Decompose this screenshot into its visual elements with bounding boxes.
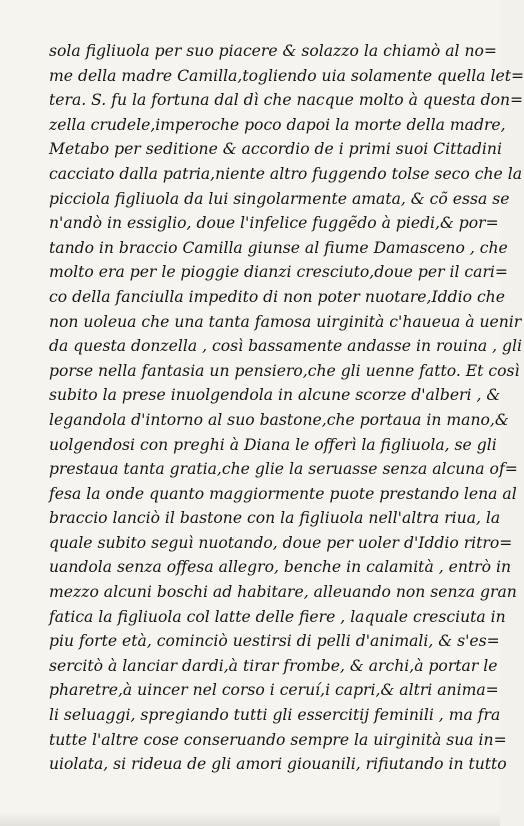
text-line-28: li seluaggi, spregiando tutti gli essercitij feminili , ma fra [49, 706, 501, 725]
text-line-27: pharetre,à uincer nel corso i ceruí,i capri,& altri anima= [49, 681, 499, 700]
text-line-11: co della fanciulla impedito di non poter nuotare,Iddio che [49, 287, 505, 306]
text-line-4: zella crudele,imperoche poco dapoi la morte della madre, [49, 115, 506, 134]
text-line-2: me della madre Camilla,togliendo uia solamente quella let= [49, 66, 524, 85]
text-line-26: sercitò à lanciar dardi,à tirar frombe, & archi,à portar le [49, 656, 498, 675]
text-line-19: fesa la onde quanto maggiormente puote prestando lena al [49, 484, 517, 503]
text-line-22: uandola senza offesa allegro, benche in calamità , entrò in [49, 558, 511, 577]
text-line-30: uiolata, si rideua de gli amori giouanili, rifiutando in tutto [49, 755, 507, 774]
text-line-17: uolgendosi con preghi à Diana le offerì la figliuola, se gli [49, 435, 497, 454]
text-line-1: sola figliuola per suo piacere & solazzo la chiamò al no= [49, 42, 498, 60]
text-line-21: quale subito seguì nuotando, doue per uoler d'Iddio ritro= [49, 533, 513, 552]
text-line-20: braccio lanciò il bastone con la figliuola nell'altra riua, la [49, 509, 501, 528]
text-line-15: subito la prese inuolgendola in alcune scorze d'alberi , & [49, 386, 501, 405]
text-line-5: Metabo per seditione & accordio de i primi suoi Cittadini [49, 140, 502, 159]
text-line-25: piu forte età, cominciò uestirsi di pelli d'animali, & s'es= [49, 632, 500, 651]
text-line-13: da questa donzella , così bassamente andasse in rouina , gli [49, 337, 523, 356]
text-line-24: fatica la figliuola col latte delle fiere , laquale cresciuta in [49, 607, 506, 626]
text-line-16: legandola d'intorno al suo bastone,che portaua in mano,& [49, 410, 509, 429]
text-line-9: tando in braccio Camilla giunse al fiume Damasceno , che [49, 238, 508, 257]
text-line-12: non uoleua che una tanta famosa uirginità c'haueua à uenir [49, 312, 522, 331]
text-line-7: picciola figliuola da lui singolarmente amata, & cõ essa se [49, 189, 510, 208]
text-line-23: mezzo alcuni boschi ad habitare, alleuando non senza gran [49, 583, 517, 602]
text-line-3: tera. S. fu la fortuna dal dì che nacque molto à questa don= [49, 91, 524, 110]
text-line-6: cacciato dalla patria,niente altro fuggendo tolse seco che la [49, 164, 523, 183]
page-text [49, 39, 524, 777]
text-line-29: tutte l'altre cose conseruando sempre la uirginità sua in= [49, 730, 507, 749]
text-line-10: molto era per le pioggie dianzi cresciuto,doue per il cari= [49, 263, 508, 282]
text-line-14: porse nella fantasia un pensiero,che gli uenne fatto. Et così [49, 361, 520, 380]
text-line-18: prestaua tanta gratia,che glie la seruasse senza alcuna of= [49, 460, 518, 479]
text-line-8: n'andò in essiglio, doue l'infelice fuggẽdo à piedi,& por= [49, 214, 499, 233]
